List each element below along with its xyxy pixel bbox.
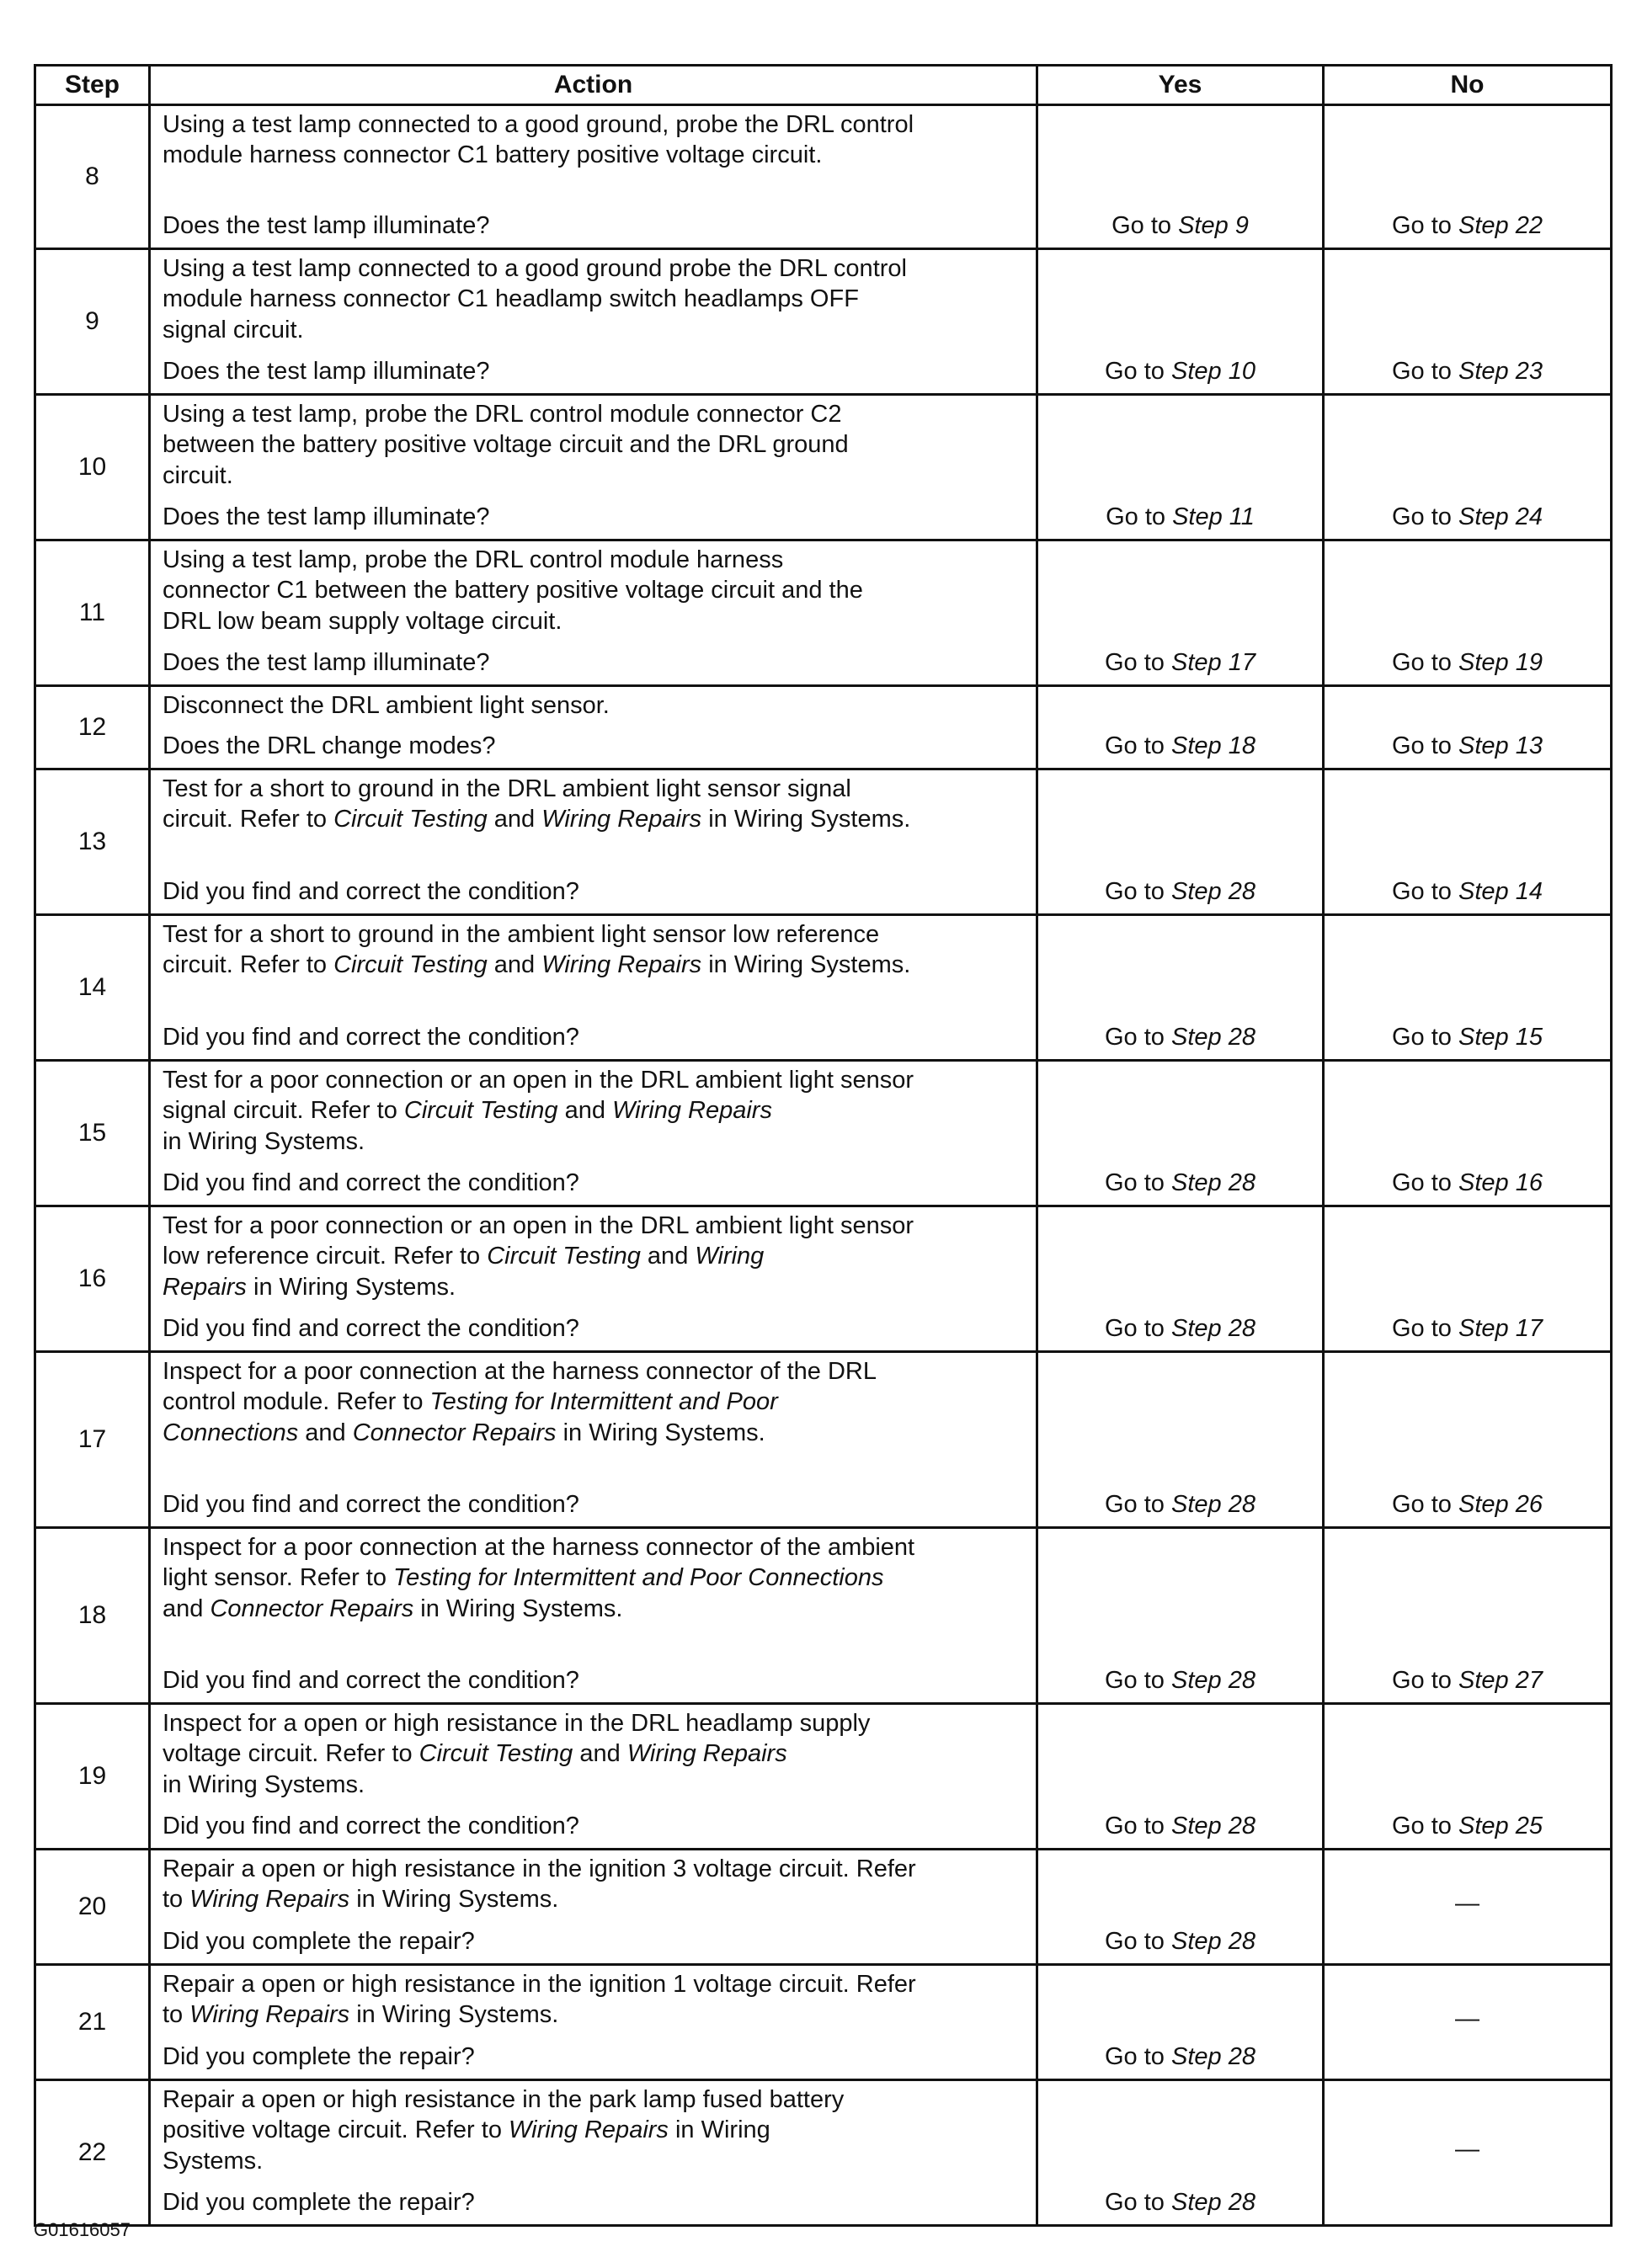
table-row — [35, 540, 1612, 686]
action-cell — [150, 769, 1037, 915]
action-cell — [150, 1850, 1037, 1965]
no-result: Go to Step 22 — [1324, 105, 1612, 249]
no-result: — — [1324, 1965, 1612, 2080]
action-cell — [150, 395, 1037, 540]
action-cell — [150, 1206, 1037, 1352]
table-row — [35, 1352, 1612, 1528]
table-row — [35, 249, 1612, 395]
action-question: Does the test lamp illuminate? — [163, 357, 490, 385]
table-row — [35, 769, 1612, 915]
no-result: — — [1324, 2080, 1612, 2226]
no-result: Go to Step 27 — [1324, 1528, 1612, 1704]
yes-result: Go to Step 28 — [1037, 915, 1324, 1061]
yes-result: Go to Step 28 — [1037, 1206, 1324, 1352]
header-no: No — [1324, 66, 1612, 105]
action-question: Did you find and correct the condition? — [163, 1812, 579, 1839]
no-result: Go to Step 15 — [1324, 915, 1612, 1061]
action-instruction: Using a test lamp connected to a good ground probe the DRL control module harness connector C1 headlamp switch headlamps OFF signal circuit. — [163, 255, 907, 343]
yes-result: Go to Step 10 — [1037, 249, 1324, 395]
action-instruction: Using a test lamp connected to a good ground, probe the DRL control module harness connector C1 battery positive voltage circuit. — [163, 111, 914, 169]
action-question: Does the DRL change modes? — [163, 732, 496, 759]
step-number: 17 — [35, 1352, 150, 1528]
action-cell — [150, 686, 1037, 769]
step-number: 11 — [35, 540, 150, 686]
yes-result: Go to Step 11 — [1037, 395, 1324, 540]
yes-result: Go to Step 28 — [1037, 1704, 1324, 1850]
no-result: Go to Step 13 — [1324, 686, 1612, 769]
table-row — [35, 395, 1612, 540]
step-number: 16 — [35, 1206, 150, 1352]
action-instruction: Using a test lamp, probe the DRL control module connector C2 between the battery positive voltage circuit and the DRL ground circuit. — [163, 401, 849, 489]
action-question: Did you complete the repair? — [163, 2042, 475, 2070]
action-question: Did you complete the repair? — [163, 1927, 475, 1955]
table-row — [35, 686, 1612, 769]
step-number: 18 — [35, 1528, 150, 1704]
step-number: 9 — [35, 249, 150, 395]
step-number: 20 — [35, 1850, 150, 1965]
action-instruction: Test for a short to ground in the ambient light sensor low reference circuit. Refer to Circuit Testing and Wiring Repairs in Wiring Systems. — [163, 921, 911, 979]
table-row — [35, 2080, 1612, 2226]
no-result: Go to Step 25 — [1324, 1704, 1612, 1850]
table-row — [35, 1528, 1612, 1704]
action-instruction: Inspect for a open or high resistance in the DRL headlamp supply voltage circuit. Refer to Circuit Testing and Wiring Repairs in Wiring Systems. — [163, 1710, 871, 1798]
no-result: Go to Step 26 — [1324, 1352, 1612, 1528]
figure-id: G01616057 — [34, 2219, 131, 2240]
action-cell — [150, 1965, 1037, 2080]
step-number: 13 — [35, 769, 150, 915]
step-number: 12 — [35, 686, 150, 769]
header-step: Step — [35, 66, 150, 105]
header-action: Action — [150, 66, 1037, 105]
table-row — [35, 1061, 1612, 1206]
action-question: Did you find and correct the condition? — [163, 877, 579, 905]
action-cell — [150, 249, 1037, 395]
action-instruction: Test for a short to ground in the DRL ambient light sensor signal circuit. Refer to Circuit Testing and Wiring Repairs in Wiring Systems. — [163, 775, 911, 833]
action-instruction: Repair a open or high resistance in the ignition 1 voltage circuit. Refer to Wiring Repairs in Wiring Systems. — [163, 1971, 916, 2029]
yes-result: Go to Step 18 — [1037, 686, 1324, 769]
no-result: Go to Step 19 — [1324, 540, 1612, 686]
action-question: Did you find and correct the condition? — [163, 1666, 579, 1694]
no-result: Go to Step 17 — [1324, 1206, 1612, 1352]
action-question: Does the test lamp illuminate? — [163, 503, 490, 530]
action-instruction: Disconnect the DRL ambient light sensor. — [163, 692, 610, 719]
action-cell — [150, 105, 1037, 249]
action-instruction: Test for a poor connection or an open in the DRL ambient light sensor low reference circuit. Refer to Circuit Testing and Wiring Repairs in Wiring Systems. — [163, 1212, 914, 1301]
yes-result: Go to Step 28 — [1037, 1061, 1324, 1206]
action-instruction: Inspect for a poor connection at the harness connector of the ambient light sensor. Refer to Testing for Intermittent and Poor Connections and Connector Repairs in Wiring Systems. — [163, 1534, 915, 1622]
table-row — [35, 1850, 1612, 1965]
table-row — [35, 915, 1612, 1061]
header-yes: Yes — [1037, 66, 1324, 105]
action-cell — [150, 2080, 1037, 2226]
action-instruction: Inspect for a poor connection at the harness connector of the DRL control module. Refer to Testing for Intermittent and Poor Connections and Connector Repairs in Wiring Systems. — [163, 1358, 877, 1446]
step-number: 21 — [35, 1965, 150, 2080]
table-row — [35, 105, 1612, 249]
no-result: Go to Step 24 — [1324, 395, 1612, 540]
step-number: 19 — [35, 1704, 150, 1850]
action-cell — [150, 1061, 1037, 1206]
action-cell — [150, 1352, 1037, 1528]
step-number: 22 — [35, 2080, 150, 2226]
action-cell — [150, 1704, 1037, 1850]
yes-result: Go to Step 9 — [1037, 105, 1324, 249]
table-row — [35, 1206, 1612, 1352]
no-result: Go to Step 14 — [1324, 769, 1612, 915]
no-result: Go to Step 23 — [1324, 249, 1612, 395]
action-instruction: Repair a open or high resistance in the ignition 3 voltage circuit. Refer to Wiring Repairs in Wiring Systems. — [163, 1855, 916, 1914]
action-question: Did you find and correct the condition? — [163, 1490, 579, 1518]
action-instruction: Test for a poor connection or an open in the DRL ambient light sensor signal circuit. Refer to Circuit Testing and Wiring Repairs in Wiring Systems. — [163, 1067, 914, 1155]
table-row — [35, 1704, 1612, 1850]
action-cell — [150, 915, 1037, 1061]
yes-result: Go to Step 28 — [1037, 1850, 1324, 1965]
no-result: — — [1324, 1850, 1612, 1965]
action-question: Does the test lamp illuminate? — [163, 211, 490, 239]
yes-result: Go to Step 28 — [1037, 1528, 1324, 1704]
action-question: Did you complete the repair? — [163, 2188, 475, 2216]
step-number: 14 — [35, 915, 150, 1061]
step-number: 15 — [35, 1061, 150, 1206]
no-result: Go to Step 16 — [1324, 1061, 1612, 1206]
yes-result: Go to Step 28 — [1037, 1352, 1324, 1528]
action-instruction: Repair a open or high resistance in the park lamp fused battery positive voltage circuit. Refer to Wiring Repairs in Wiring Systems. — [163, 2086, 845, 2175]
action-instruction: Using a test lamp, probe the DRL control module harness connector C1 between the battery positive voltage circuit and the DRL low beam supply voltage circuit. — [163, 546, 863, 635]
yes-result: Go to Step 28 — [1037, 2080, 1324, 2226]
table-body — [35, 105, 1612, 2226]
step-number: 8 — [35, 105, 150, 249]
header-row — [35, 66, 1612, 105]
action-question: Did you find and correct the condition? — [163, 1169, 579, 1196]
step-number: 10 — [35, 395, 150, 540]
action-question: Did you find and correct the condition? — [163, 1023, 579, 1051]
table-row — [35, 1965, 1612, 2080]
diagnostic-table — [34, 64, 1613, 2227]
yes-result: Go to Step 17 — [1037, 540, 1324, 686]
yes-result: Go to Step 28 — [1037, 769, 1324, 915]
action-cell — [150, 540, 1037, 686]
action-question: Does the test lamp illuminate? — [163, 648, 490, 676]
action-question: Did you find and correct the condition? — [163, 1314, 579, 1342]
action-cell — [150, 1528, 1037, 1704]
yes-result: Go to Step 28 — [1037, 1965, 1324, 2080]
